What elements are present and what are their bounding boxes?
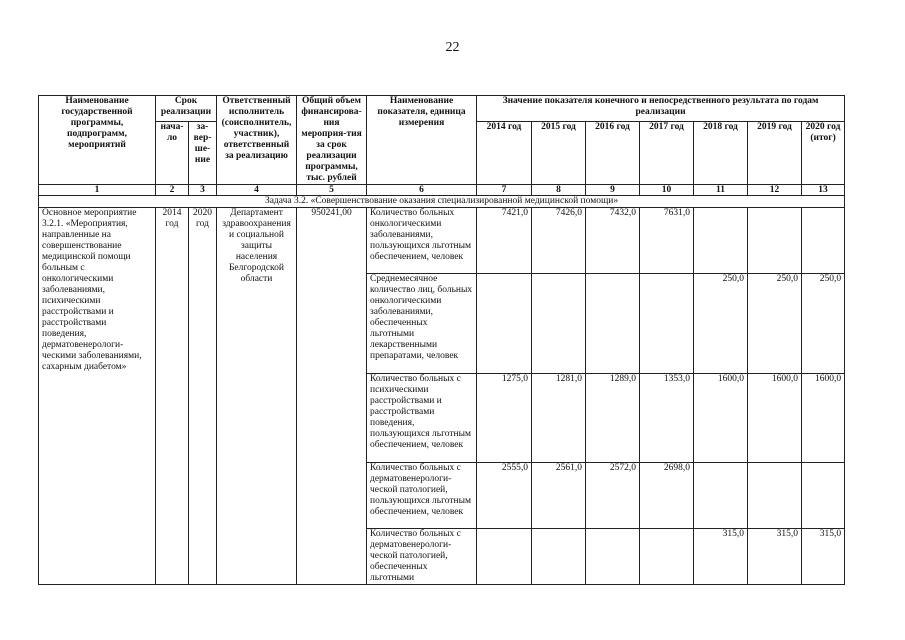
column-number: 11 [694, 185, 748, 196]
column-number: 7 [477, 185, 532, 196]
column-number: 13 [802, 185, 845, 196]
header-year-2014: 2014 год [477, 121, 532, 184]
header-indicator: Наименование показателя, единица измерения [367, 96, 477, 185]
value-2019 [748, 463, 802, 529]
value-2019: 250,0 [748, 274, 802, 374]
value-2014: 2555,0 [477, 463, 532, 529]
value-2015 [532, 274, 586, 374]
value-2017: 7631,0 [640, 208, 694, 274]
value-2017: 1353,0 [640, 374, 694, 463]
value-2018 [694, 208, 748, 274]
value-2018: 315,0 [694, 529, 748, 585]
column-number: 2 [156, 185, 189, 196]
program-table [38, 95, 845, 585]
header-year-2019: 2019 год [748, 121, 802, 184]
value-2016: 1289,0 [586, 374, 640, 463]
header-values: Значение показателя конечного и непосредственного результата по годам реализации [477, 96, 845, 122]
value-2014 [477, 529, 532, 585]
table-row [39, 208, 845, 274]
value-2016 [586, 529, 640, 585]
column-number: 6 [367, 185, 477, 196]
value-2017 [640, 274, 694, 374]
header-year-2015: 2015 год [532, 121, 586, 184]
header-year-2018: 2018 год [694, 121, 748, 184]
indicator-name: Среднемесячное количество лиц, больных онкологическими заболеваниями, обеспеченных льготными лекарственными препаратами, человек [367, 274, 477, 374]
value-2020 [802, 463, 845, 529]
column-number: 1 [39, 185, 156, 196]
value-2020 [802, 208, 845, 274]
measure-financing: 950241,00 [297, 208, 367, 585]
header-term: Срок реализации [156, 96, 217, 122]
header-year-2020: 2020 год (итог) [802, 121, 845, 184]
value-2019: 1600,0 [748, 374, 802, 463]
column-number: 4 [217, 185, 297, 196]
header-executor: Ответственный исполнитель (соисполнитель, участник), ответственный за реализацию [217, 96, 297, 185]
column-number: 8 [532, 185, 586, 196]
value-2020: 250,0 [802, 274, 845, 374]
measure-name: Основное мероприятие 3.2.1. «Мероприятия, направленные на совершенствование медицинской помощи больным с онкологическими заболеваниями, психическими расстройствами и расстройствами поведения, дерматовенерологи-ческими заболеваниями, сахарным диабетом» [39, 208, 156, 585]
measure-start: 2014 год [156, 208, 189, 585]
value-2018: 1600,0 [694, 374, 748, 463]
value-2019 [748, 208, 802, 274]
value-2016: 2572,0 [586, 463, 640, 529]
value-2020: 315,0 [802, 529, 845, 585]
value-2015: 7426,0 [532, 208, 586, 274]
indicator-name: Количество больных онкологическими заболеваниями, пользующихся льготным обеспечением, человек [367, 208, 477, 274]
header-term-start: нача-ло [156, 121, 189, 184]
value-2019: 315,0 [748, 529, 802, 585]
indicator-name: Количество больных с психическими расстройствами и расстройствами поведения, пользующихся льготным обеспечением, человек [367, 374, 477, 463]
column-number: 5 [297, 185, 367, 196]
value-2014 [477, 274, 532, 374]
column-number: 10 [640, 185, 694, 196]
value-2018: 250,0 [694, 274, 748, 374]
column-number: 3 [189, 185, 217, 196]
indicator-name: Количество больных с дерматовенерологи-ческой патологией, обеспеченных льготными [367, 529, 477, 585]
value-2016 [586, 274, 640, 374]
value-2015: 1281,0 [532, 374, 586, 463]
value-2015 [532, 529, 586, 585]
header-financing: Общий объем финансирова-ния мероприя-тия за срок реализации программы, тыс. рублей [297, 96, 367, 185]
header-program-name: Наименование государственной программы, подпрограмм, мероприятий [39, 96, 156, 185]
task-title: Задача 3.2. «Совершенствование оказания специализированной медицинской помощи» [39, 196, 845, 208]
header-year-2017: 2017 год [640, 121, 694, 184]
value-2014: 7421,0 [477, 208, 532, 274]
value-2017 [640, 529, 694, 585]
header-term-end: за-вер-ше-ние [189, 121, 217, 184]
value-2017: 2698,0 [640, 463, 694, 529]
value-2015: 2561,0 [532, 463, 586, 529]
column-number: 12 [748, 185, 802, 196]
value-2020: 1600,0 [802, 374, 845, 463]
measure-end: 2020 год [189, 208, 217, 585]
value-2016: 7432,0 [586, 208, 640, 274]
value-2018 [694, 463, 748, 529]
value-2014: 1275,0 [477, 374, 532, 463]
indicator-name: Количество больных с дерматовенерологи-ческой патологией, пользующихся льготным обеспечением, человек [367, 463, 477, 529]
column-number: 9 [586, 185, 640, 196]
page-number: 22 [445, 40, 460, 55]
column-number-row [39, 185, 845, 196]
header-year-2016: 2016 год [586, 121, 640, 184]
measure-executor: Департамент здравоохранения и социальной защиты населения Белгородской области [217, 208, 297, 585]
